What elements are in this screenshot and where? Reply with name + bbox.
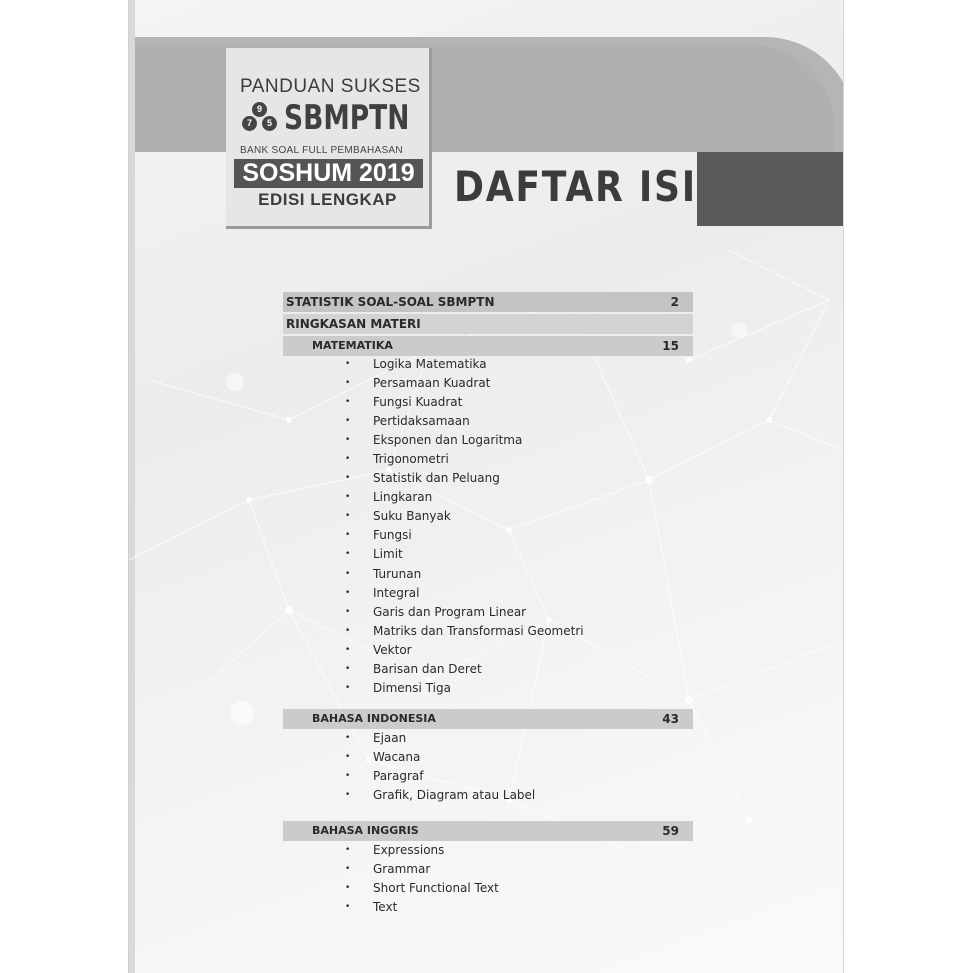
toc-list-item[interactable] bbox=[283, 431, 693, 450]
toc-subsection-bahasa-indonesia[interactable] bbox=[283, 709, 693, 729]
bullet-icon: • bbox=[345, 644, 351, 655]
toc-subsection-bahasa-inggris[interactable] bbox=[283, 821, 693, 841]
bullet-icon: • bbox=[345, 883, 351, 894]
logo-balls-icon bbox=[242, 102, 278, 136]
toc-entry-page: 2 bbox=[670, 295, 679, 309]
toc-list-item-label: Paragraf bbox=[373, 769, 424, 784]
toc-list-item[interactable] bbox=[283, 603, 693, 622]
toc-list-item-label: Trigonometri bbox=[373, 452, 449, 467]
toc-list-item-label: Eksponen dan Logaritma bbox=[373, 433, 523, 448]
toc-list-item-label: Suku Banyak bbox=[373, 509, 451, 524]
toc-entry-page: 43 bbox=[662, 712, 679, 726]
bullet-icon: • bbox=[345, 625, 351, 636]
logo-ball: 7 bbox=[242, 116, 257, 131]
toc-list-bahasa-indonesia bbox=[283, 729, 693, 805]
bullet-icon: • bbox=[345, 606, 351, 617]
logo-ball: 9 bbox=[252, 102, 267, 117]
toc-list-item-label: Short Functional Text bbox=[373, 881, 499, 896]
toc-entry-page: 15 bbox=[662, 339, 679, 353]
toc-list-item[interactable] bbox=[283, 526, 693, 545]
toc-list-item-label: Fungsi bbox=[373, 528, 412, 543]
toc-list-item[interactable] bbox=[283, 898, 693, 917]
bullet-icon: • bbox=[345, 733, 351, 743]
toc-list-item[interactable] bbox=[283, 545, 693, 564]
bullet-icon: • bbox=[345, 397, 351, 408]
toc-list-item[interactable] bbox=[283, 488, 693, 507]
toc-entry-label: STATISTIK SOAL-SOAL SBMPTN bbox=[286, 295, 495, 309]
toc-list-item[interactable] bbox=[283, 622, 693, 641]
toc-list-item[interactable] bbox=[283, 660, 693, 679]
toc-entry-page: 59 bbox=[662, 824, 679, 838]
toc-list-item[interactable] bbox=[283, 565, 693, 584]
toc-list-item[interactable] bbox=[283, 641, 693, 660]
toc-list-item-label: Persamaan Kuadrat bbox=[373, 376, 491, 391]
page-title: DAFTAR ISI bbox=[454, 162, 697, 211]
toc-list-item-label: Grafik, Diagram atau Label bbox=[373, 788, 536, 803]
toc-list-item[interactable] bbox=[283, 412, 693, 431]
bullet-icon: • bbox=[345, 416, 351, 427]
toc-list-item-label: Integral bbox=[373, 585, 420, 600]
logo-subtitle: BANK SOAL FULL PEMBAHASAN bbox=[240, 145, 403, 156]
toc-list-item[interactable] bbox=[283, 355, 693, 374]
toc-list-item-label: Vektor bbox=[373, 642, 412, 657]
toc-list-matematika bbox=[283, 355, 693, 698]
bullet-icon: • bbox=[345, 587, 351, 598]
toc-list-item[interactable] bbox=[283, 679, 693, 698]
toc-list-item-label: Grammar bbox=[373, 862, 431, 877]
toc-entry-label: BAHASA INGGRIS bbox=[312, 824, 419, 837]
bullet-icon: • bbox=[345, 511, 351, 522]
bullet-icon: • bbox=[345, 549, 351, 560]
toc-list-item-label: Expressions bbox=[373, 843, 445, 857]
toc-entry-statistik[interactable] bbox=[283, 292, 693, 312]
bullet-icon: • bbox=[345, 663, 351, 674]
toc-list-item[interactable] bbox=[283, 748, 693, 767]
logo-series: PANDUAN SUKSES bbox=[240, 76, 421, 97]
bullet-icon: • bbox=[345, 435, 351, 446]
toc-list-item[interactable] bbox=[283, 507, 693, 526]
toc-list-item-label: Logika Matematika bbox=[373, 357, 487, 371]
toc-list-item-label: Turunan bbox=[373, 566, 422, 581]
toc-list-bahasa-inggris bbox=[283, 841, 693, 917]
bullet-icon: • bbox=[345, 771, 351, 782]
toc-entry-label: MATEMATIKA bbox=[312, 339, 393, 352]
toc-list-item-label: Fungsi Kuadrat bbox=[373, 395, 463, 410]
bullet-icon: • bbox=[345, 864, 351, 875]
toc-list-item-label: Text bbox=[373, 900, 398, 915]
bullet-icon: • bbox=[345, 473, 351, 484]
logo-ball: 5 bbox=[262, 116, 277, 131]
toc-list-item[interactable] bbox=[283, 860, 693, 879]
bullet-icon: • bbox=[345, 752, 351, 763]
toc-list-item-label: Pertidaksamaan bbox=[373, 414, 470, 429]
toc-list-item-label: Garis dan Program Linear bbox=[373, 604, 527, 619]
toc-list-item[interactable] bbox=[283, 786, 693, 805]
book-logo bbox=[226, 48, 432, 229]
toc-subsection-matematika[interactable] bbox=[283, 336, 693, 356]
logo-edition-note: EDISI LENGKAP bbox=[258, 190, 397, 209]
bullet-icon: • bbox=[345, 378, 351, 389]
toc-list-item[interactable] bbox=[283, 729, 693, 748]
toc-entry-label: BAHASA INDONESIA bbox=[312, 712, 436, 725]
toc-list-item-label: Wacana bbox=[373, 750, 421, 765]
toc-list-item-label: Dimensi Tiga bbox=[373, 680, 451, 695]
bullet-icon: • bbox=[345, 845, 351, 855]
toc-entry-label: RINGKASAN MATERI bbox=[286, 317, 421, 331]
toc-section-ringkasan[interactable] bbox=[283, 314, 693, 334]
bullet-icon: • bbox=[345, 359, 351, 369]
toc-list-item[interactable] bbox=[283, 374, 693, 393]
toc-list-item[interactable] bbox=[283, 450, 693, 469]
bullet-icon: • bbox=[345, 682, 351, 693]
title-accent-bar bbox=[697, 152, 843, 226]
bullet-icon: • bbox=[345, 790, 351, 801]
toc-list-item-label: Limit bbox=[373, 547, 403, 562]
toc-list-item-label: Barisan dan Deret bbox=[373, 661, 482, 676]
toc-list-item[interactable] bbox=[283, 469, 693, 488]
toc-list-item-label: Statistik dan Peluang bbox=[373, 471, 500, 486]
toc-list-item-label: Lingkaran bbox=[373, 490, 433, 505]
bullet-icon: • bbox=[345, 530, 351, 541]
toc-list-item[interactable] bbox=[283, 879, 693, 898]
toc-list-item[interactable] bbox=[283, 584, 693, 603]
toc-list-item[interactable] bbox=[283, 841, 693, 860]
bullet-icon: • bbox=[345, 902, 351, 913]
bullet-icon: • bbox=[345, 454, 351, 465]
logo-brand: SBMPTN bbox=[284, 98, 410, 138]
toc-list-item-label: Ejaan bbox=[373, 731, 407, 745]
logo-edition-title: SOSHUM 2019 bbox=[234, 159, 423, 188]
toc-list-item-label: Matriks dan Transformasi Geometri bbox=[373, 623, 584, 638]
bullet-icon: • bbox=[345, 492, 351, 503]
book-page bbox=[129, 0, 843, 973]
toc-list-item[interactable] bbox=[283, 767, 693, 786]
toc-list-item[interactable] bbox=[283, 393, 693, 412]
bullet-icon: • bbox=[345, 568, 351, 579]
